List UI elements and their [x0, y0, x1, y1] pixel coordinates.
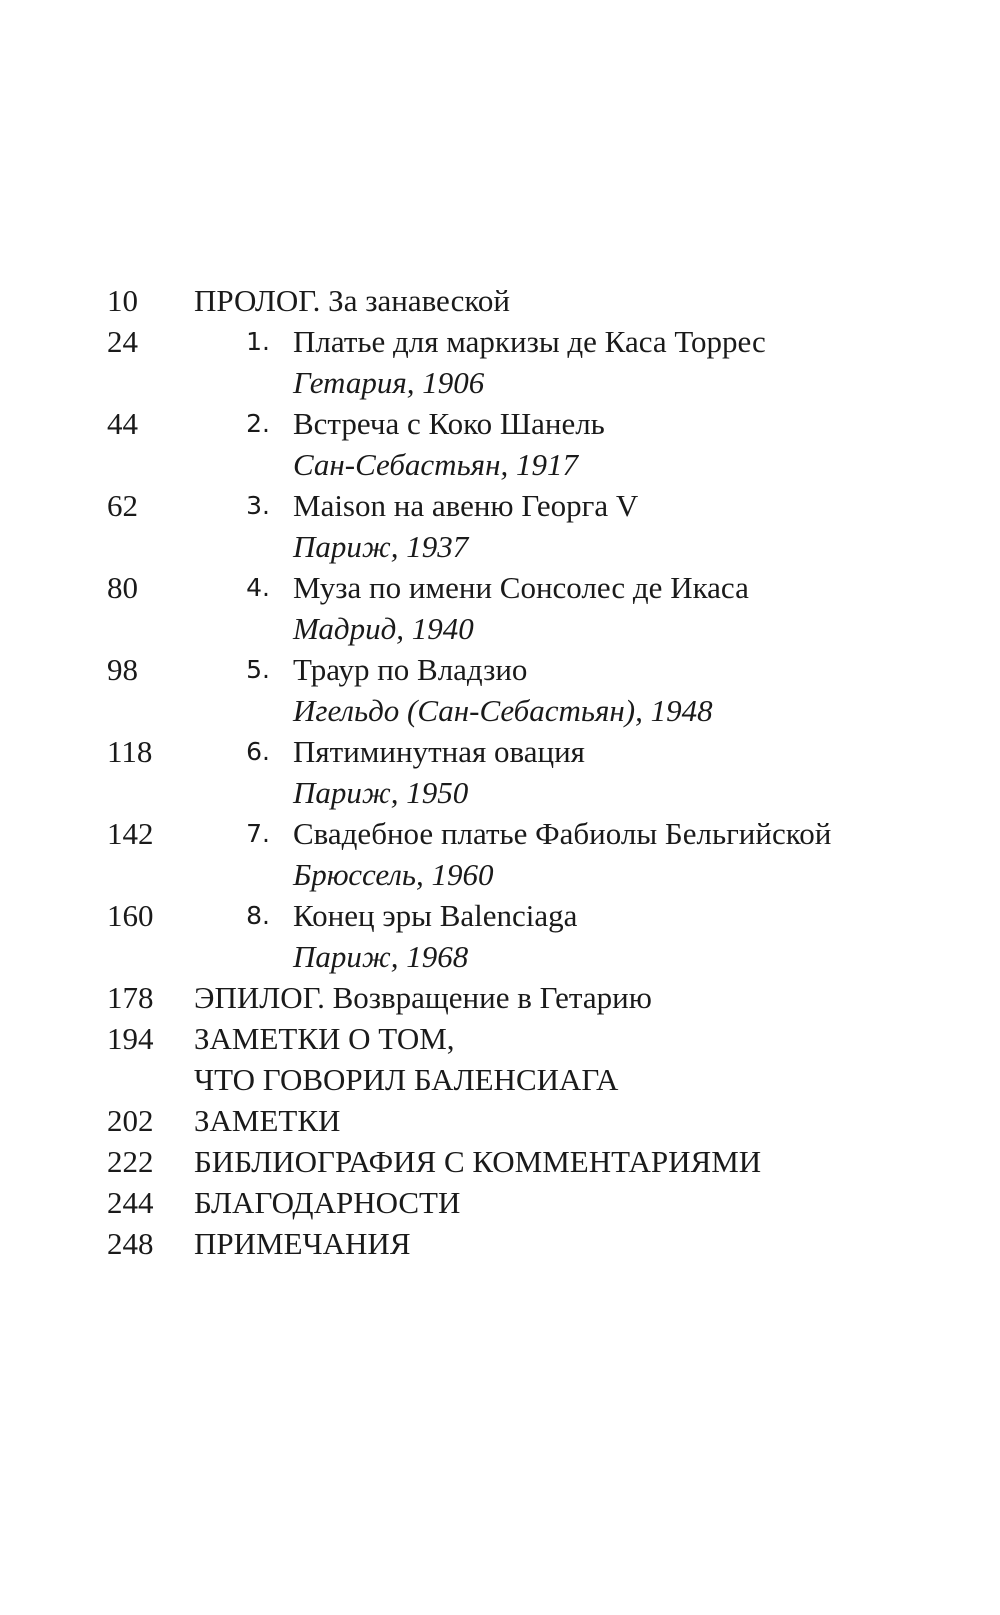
- entry-title: ЭПИЛОГ. Возвращение в Гетарию: [194, 980, 652, 1015]
- toc-chapter-place: [0, 936, 1000, 977]
- toc-entry-epilogue[interactable]: [0, 977, 1000, 1018]
- page-number: 44: [107, 406, 138, 441]
- chapter-title: Свадебное платье Фабиолы Бельгийской: [293, 816, 832, 851]
- entry-title: ПРИМЕЧАНИЯ: [194, 1226, 411, 1261]
- page-number: 202: [107, 1103, 154, 1138]
- toc-entry-notes[interactable]: [0, 1100, 1000, 1141]
- chapter-number: 7.: [246, 819, 270, 848]
- toc-entry-chapter-7[interactable]: [0, 813, 1000, 854]
- page-number: 118: [107, 734, 153, 769]
- chapter-title: Пятиминутная овация: [293, 734, 585, 769]
- toc-entry-chapter-4[interactable]: [0, 567, 1000, 608]
- chapter-place: Париж, 1937: [293, 529, 469, 564]
- chapter-title: Траур по Владзио: [293, 652, 528, 687]
- chapter-place: Гетария, 1906: [293, 365, 485, 400]
- toc-chapter-place: [0, 854, 1000, 895]
- toc-chapter-place: [0, 772, 1000, 813]
- toc-entry-chapter-1[interactable]: [0, 321, 1000, 362]
- entry-title: БЛАГОДАРНОСТИ: [194, 1185, 461, 1220]
- chapter-title: Платье для маркизы де Каса Торрес: [293, 324, 766, 359]
- chapter-title: Конец эры Balenciaga: [293, 898, 578, 933]
- chapter-place: Сан-Себастьян, 1917: [293, 447, 578, 482]
- chapter-place: Брюссель, 1960: [293, 857, 494, 892]
- page-number: 222: [107, 1144, 154, 1179]
- chapter-place: Мадрид, 1940: [293, 611, 474, 646]
- page-number: 160: [107, 898, 154, 933]
- page-number: 62: [107, 488, 138, 523]
- page-number: 98: [107, 652, 138, 687]
- page-number: 142: [107, 816, 154, 851]
- chapter-title: Встреча с Коко Шанель: [293, 406, 605, 441]
- page-number: 248: [107, 1226, 154, 1261]
- table-of-contents: [0, 280, 1000, 1264]
- page-number: 178: [107, 980, 154, 1015]
- toc-entry-endnotes[interactable]: [0, 1223, 1000, 1264]
- chapter-title: Муза по имени Сонсолес де Икаса: [293, 570, 749, 605]
- page-number: 244: [107, 1185, 154, 1220]
- toc-chapter-place: [0, 608, 1000, 649]
- chapter-number: 6.: [246, 737, 270, 766]
- entry-title: ЗАМЕТКИ: [194, 1103, 341, 1138]
- toc-chapter-place: [0, 362, 1000, 403]
- toc-entry-bibliography[interactable]: [0, 1141, 1000, 1182]
- toc-entry-chapter-8[interactable]: [0, 895, 1000, 936]
- toc-entry-prologue[interactable]: [0, 280, 1000, 321]
- chapter-number: 8.: [246, 901, 270, 930]
- entry-title: ЗАМЕТКИ О ТОМ,: [194, 1021, 455, 1056]
- entry-title: ПРОЛОГ. За занавеской: [194, 283, 510, 318]
- chapter-number: 5.: [246, 655, 270, 684]
- toc-entry-chapter-2[interactable]: [0, 403, 1000, 444]
- toc-chapter-place: [0, 444, 1000, 485]
- chapter-number: 3.: [246, 491, 270, 520]
- chapter-number: 1.: [246, 327, 270, 356]
- chapter-place: Париж, 1968: [293, 939, 469, 974]
- chapter-place: Париж, 1950: [293, 775, 469, 810]
- toc-entry-chapter-3[interactable]: [0, 485, 1000, 526]
- chapter-number: 2.: [246, 409, 270, 438]
- chapter-place: Игельдо (Сан-Себастьян), 1948: [293, 693, 713, 728]
- page-number: 24: [107, 324, 138, 359]
- entry-title: БИБЛИОГРАФИЯ С КОММЕНТАРИЯМИ: [194, 1144, 762, 1179]
- toc-entry-sayings[interactable]: [0, 1018, 1000, 1059]
- toc-chapter-place: [0, 526, 1000, 567]
- chapter-number: 4.: [246, 573, 270, 602]
- toc-entry-sayings-continued: [0, 1059, 1000, 1100]
- chapter-title: Maison на авеню Георга V: [293, 488, 639, 523]
- toc-chapter-place: [0, 690, 1000, 731]
- toc-entry-acknowledgements[interactable]: [0, 1182, 1000, 1223]
- entry-title: ЧТО ГОВОРИЛ БАЛЕНСИАГА: [194, 1062, 619, 1097]
- toc-entry-chapter-5[interactable]: [0, 649, 1000, 690]
- page-number: 80: [107, 570, 138, 605]
- page-number: 194: [107, 1021, 154, 1056]
- page-number: 10: [107, 283, 138, 318]
- toc-entry-chapter-6[interactable]: [0, 731, 1000, 772]
